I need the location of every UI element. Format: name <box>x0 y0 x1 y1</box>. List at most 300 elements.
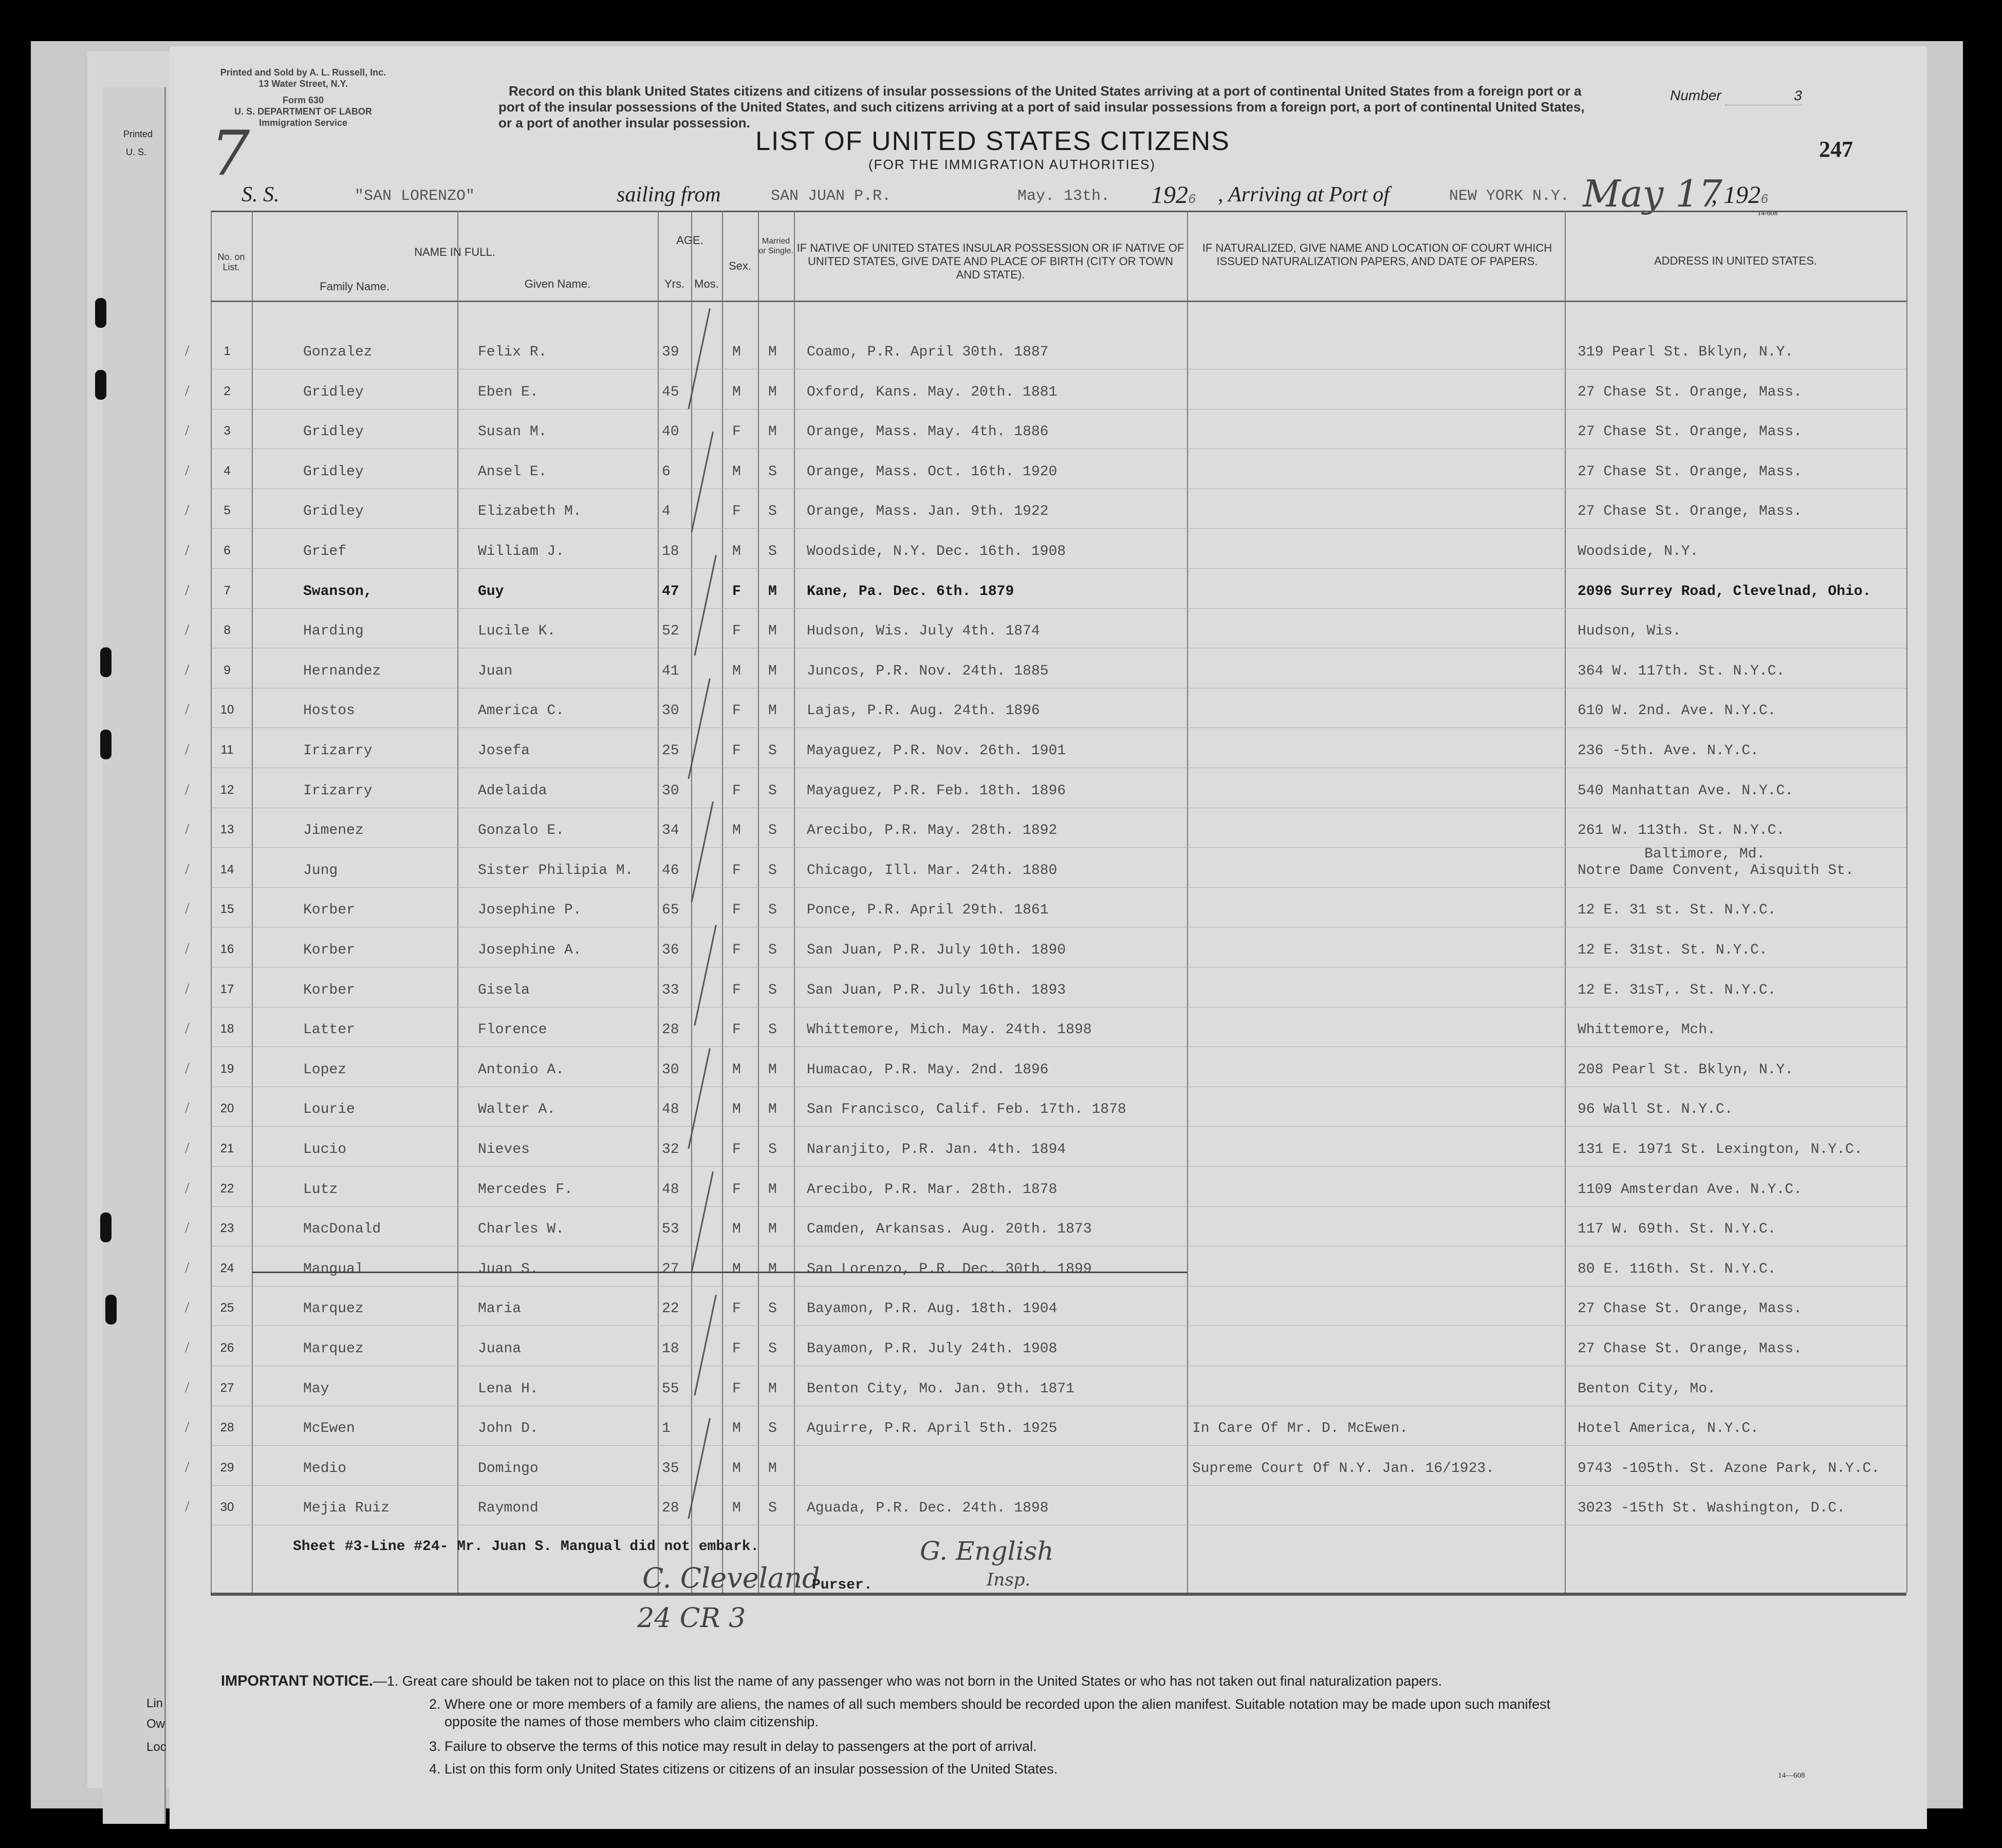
age-years: 4 <box>662 503 671 519</box>
naturalization: Supreme Court Of N.Y. Jan. 16/1923. <box>1192 1461 1495 1477</box>
notice-item-4: 4. List on this form only United States citizens or citizens of an insular possession of the United States. <box>429 1761 1058 1777</box>
age-years: 52 <box>662 623 679 639</box>
col-line <box>252 211 253 1593</box>
check-mark: / <box>185 861 190 878</box>
address: 261 W. 113th. St. N.Y.C. <box>1578 823 1785 838</box>
age-years: 1 <box>662 1421 671 1436</box>
address: 131 E. 1971 St. Lexington, N.Y.C. <box>1578 1142 1863 1158</box>
purser-label: Purser. <box>812 1577 873 1593</box>
sex: F <box>732 623 741 639</box>
family-name: Lourie <box>303 1102 355 1117</box>
printer-info: Printed and Sold by A. L. Russell, Inc. 13 Water Street, N.Y. Form 630 U. S. DEPARTMENT OF LABOR Immigration Service <box>220 67 386 128</box>
row-number: 8 <box>224 623 231 637</box>
row-number: 30 <box>220 1500 234 1514</box>
birth-place-date: Chicago, Ill. Mar. 24th. 1880 <box>807 863 1058 879</box>
address: Hotel America, N.Y.C. <box>1578 1421 1759 1436</box>
row-rule <box>211 608 1906 609</box>
footer-rule <box>211 1593 1906 1594</box>
margin-us: U. S. <box>126 147 147 157</box>
family-name: Mejia Ruiz <box>303 1500 390 1516</box>
page-title: LIST OF UNITED STATES CITIZENS <box>755 126 1230 156</box>
given-name: Maria <box>478 1301 522 1317</box>
check-mark: / <box>185 1219 190 1236</box>
form-code-bottom: 14—608 <box>1778 1771 1805 1780</box>
row-number: 9 <box>224 663 231 677</box>
given-name: Ansel E. <box>478 464 547 480</box>
family-name: Medio <box>303 1461 347 1477</box>
stamp-handwriting: 24 CR 3 <box>637 1603 746 1634</box>
family-name: Jimenez <box>303 823 364 838</box>
address: 12 E. 31st. St. N.Y.C. <box>1578 942 1768 958</box>
age-years: 25 <box>662 743 679 759</box>
page-number: 247 <box>1819 137 1853 162</box>
row-number: 20 <box>220 1102 234 1115</box>
col-line <box>1565 211 1566 1593</box>
sex: F <box>732 584 741 600</box>
check-mark: / <box>185 1339 190 1356</box>
family-name: Irizarry <box>303 743 373 759</box>
check-mark: / <box>185 1299 190 1316</box>
row-rule <box>211 1126 1906 1127</box>
col-line <box>457 211 458 1593</box>
birth-place-date: Hudson, Wis. July 4th. 1874 <box>807 623 1040 639</box>
age-years: 55 <box>662 1381 679 1397</box>
birth-place-date: Arecibo, P.R. May. 28th. 1892 <box>807 823 1058 838</box>
arriving-label: , Arriving at Port of <box>1218 183 1390 207</box>
marital-status: S <box>768 743 777 759</box>
check-mark: / <box>185 1060 190 1077</box>
sex: M <box>732 1461 741 1477</box>
family-name: Korber <box>303 902 355 918</box>
given-name: Josephine P. <box>478 902 582 918</box>
given-name: Felix R. <box>478 344 547 360</box>
age-years: 39 <box>662 344 679 360</box>
marital-status: S <box>768 823 777 838</box>
given-name: Gonzalo E. <box>478 823 565 838</box>
sex: F <box>732 1301 741 1317</box>
age-years: 28 <box>662 1500 679 1516</box>
marital-status: M <box>768 1182 777 1198</box>
check-mark: / <box>185 781 190 798</box>
birth-place-date: Lajas, P.R. Aug. 24th. 1896 <box>807 703 1040 719</box>
check-mark: / <box>185 501 190 518</box>
given-name: Susan M. <box>478 424 547 440</box>
marital-status: M <box>768 344 777 360</box>
given-name: Gisela <box>478 982 530 998</box>
check-mark: / <box>185 980 190 997</box>
binder-hole <box>95 370 106 400</box>
age-years: 41 <box>662 663 679 679</box>
sex: F <box>732 743 741 759</box>
check-mark: / <box>185 1180 190 1197</box>
sex: M <box>732 663 741 679</box>
col-header-given: Given Name. <box>524 277 591 290</box>
margin-loc: Loc <box>146 1740 166 1754</box>
given-name: Juan S. <box>478 1261 539 1277</box>
birth-place-date: Juncos, P.R. Nov. 24th. 1885 <box>807 663 1049 679</box>
sail-date: May. 13th. <box>1017 188 1110 205</box>
form-code-top: 14-608 <box>1757 210 1778 217</box>
row-number: 12 <box>220 783 234 797</box>
given-name: Josephine A. <box>478 942 582 958</box>
family-name: Jung <box>303 863 338 879</box>
address: 117 W. 69th. St. N.Y.C. <box>1578 1221 1776 1237</box>
sex: M <box>732 1500 741 1516</box>
sex: F <box>732 703 741 719</box>
address: Notre Dame Convent, Aisquith St. <box>1578 863 1854 879</box>
notice-item-2: 2. Where one or more members of a family are aliens, the names of all such members should be recorded upon the alien manifest. Suitable notation may be made upon such manifest opposite the names of those members who claim citizenship. <box>429 1696 1551 1729</box>
birth-place-date: Orange, Mass. Jan. 9th. 1922 <box>807 503 1049 519</box>
birth-place-date: Orange, Mass. May. 4th. 1886 <box>807 424 1049 440</box>
ship-name: "SAN LORENZO" <box>355 188 475 205</box>
marital-status: S <box>768 544 777 559</box>
family-name: Korber <box>303 982 355 998</box>
binder-hole <box>95 298 106 328</box>
check-mark: / <box>185 1498 190 1515</box>
address: Benton City, Mo. <box>1578 1381 1716 1397</box>
address: 9743 -105th. St. Azone Park, N.Y.C. <box>1578 1461 1880 1477</box>
row-number: 11 <box>220 743 234 757</box>
check-mark: / <box>185 940 190 957</box>
marital-status: S <box>768 863 777 879</box>
family-name: McEwen <box>303 1421 355 1436</box>
birth-place-date: Camden, Arkansas. Aug. 20th. 1873 <box>807 1221 1092 1237</box>
binder-hole <box>100 730 112 759</box>
marital-status: S <box>768 503 777 519</box>
arrival-port: NEW YORK N.Y. <box>1449 188 1570 205</box>
row-rule <box>211 887 1906 888</box>
address: Hudson, Wis. <box>1578 623 1681 639</box>
marital-status: M <box>768 623 777 639</box>
address: 2096 Surrey Road, Clevelnad, Ohio. <box>1578 584 1871 600</box>
sex: F <box>732 1022 741 1038</box>
binder-hole <box>100 647 112 677</box>
row-number: 24 <box>220 1261 234 1275</box>
row-rule <box>211 1166 1906 1167</box>
age-years: 45 <box>662 384 679 400</box>
address: Whittemore, Mch. <box>1578 1022 1716 1038</box>
row-number: 27 <box>220 1381 234 1395</box>
row-number: 1 <box>224 344 231 358</box>
given-name: William J. <box>478 544 565 559</box>
col-header-yrs: Yrs. <box>664 277 685 290</box>
age-years: 32 <box>662 1142 679 1158</box>
address: 319 Pearl St. Bklyn, N.Y. <box>1578 344 1794 360</box>
given-name: Charles W. <box>478 1221 565 1237</box>
check-mark: / <box>185 382 190 399</box>
sailing-from: SAN JUAN P.R. <box>771 188 892 205</box>
sex: M <box>732 1261 741 1277</box>
sex: M <box>732 1221 741 1237</box>
birth-place-date: Bayamon, P.R. Aug. 18th. 1904 <box>807 1301 1058 1317</box>
notice-item-1: IMPORTANT NOTICE.—1. Great care should be taken not to place on this list the name of any passenger who was not born in the United States or who has not taken out final naturalization papers. <box>221 1673 1442 1689</box>
address: 1109 Amsterdan Ave. N.Y.C. <box>1578 1182 1802 1198</box>
row-number: 17 <box>220 982 234 996</box>
marital-status: S <box>768 1421 777 1436</box>
address: 27 Chase St. Orange, Mass. <box>1578 1341 1802 1357</box>
marital-status: M <box>768 703 777 719</box>
age-years: 48 <box>662 1102 679 1117</box>
age-years: 27 <box>662 1261 679 1277</box>
address: 3023 -15th St. Washington, D.C. <box>1578 1500 1845 1516</box>
family-name: Gridley <box>303 503 364 519</box>
col-header-address: ADDRESS IN UNITED STATES. <box>1654 254 1817 267</box>
sex: F <box>732 942 741 958</box>
family-name: Gridley <box>303 464 364 480</box>
address-line-top: Baltimore, Md. <box>1644 846 1766 862</box>
marital-status: M <box>768 663 777 679</box>
age-years: 33 <box>662 982 679 998</box>
birth-place-date: Benton City, Mo. Jan. 9th. 1871 <box>807 1381 1074 1397</box>
sheet-edge-strip <box>103 87 166 1824</box>
age-years: 30 <box>662 1062 679 1078</box>
margin-ow: Ow <box>146 1717 165 1731</box>
page-subtitle: (FOR THE IMMIGRATION AUTHORITIES) <box>868 157 1156 172</box>
margin-printed: Printed <box>123 129 153 139</box>
marital-status: M <box>768 1381 777 1397</box>
col-header-name: NAME IN FULL. <box>414 246 495 258</box>
address: 27 Chase St. Orange, Mass. <box>1578 424 1802 440</box>
marital-status: M <box>768 1261 777 1277</box>
marital-status: S <box>768 1301 777 1317</box>
given-name: Raymond <box>478 1500 539 1516</box>
row-number: 23 <box>220 1221 234 1235</box>
check-mark: / <box>185 462 190 479</box>
check-mark: / <box>185 582 190 599</box>
birth-place-date: Naranjito, P.R. Jan. 4th. 1894 <box>807 1142 1066 1158</box>
given-name: Mercedes F. <box>478 1182 573 1198</box>
col-header-sex: Sex. <box>728 259 752 272</box>
inspector-signature: G. English <box>920 1536 1054 1566</box>
marital-status: S <box>768 982 777 998</box>
col-line <box>1187 211 1188 1593</box>
age-years: 36 <box>662 942 679 958</box>
age-years: 48 <box>662 1182 679 1198</box>
family-name: Lucio <box>303 1142 347 1158</box>
margin-handwriting: 7 <box>211 118 250 190</box>
col-line <box>758 211 759 1593</box>
row-number: 21 <box>220 1142 234 1155</box>
given-name: Juan <box>478 663 513 679</box>
age-years: 65 <box>662 902 679 918</box>
sex: F <box>732 1182 741 1198</box>
check-mark: / <box>185 542 190 558</box>
address: Woodside, N.Y. <box>1578 544 1699 559</box>
arrival-date-handwritten: May 17 <box>1583 172 1722 215</box>
row-number: 29 <box>220 1461 234 1474</box>
birth-place-date: Mayaguez, P.R. Feb. 18th. 1896 <box>807 783 1066 799</box>
given-name: Guy <box>478 584 504 600</box>
family-name: May <box>303 1381 329 1397</box>
marital-status: M <box>768 1062 777 1078</box>
family-name: Latter <box>303 1022 355 1038</box>
record-instructions: Record on this blank United States citizens and citizens of insular possessions of the United States arriving at a port of continental United States from a foreign port or a port of the insular possessions of the United States, and such citizens arriving at a port of said insular possessions from a foreign port, a port of continental United States, or a port of another insular possession. <box>498 83 1585 130</box>
naturalization: In Care Of Mr. D. McEwen. <box>1192 1421 1408 1436</box>
given-name: America C. <box>478 703 565 719</box>
family-name: Korber <box>303 942 355 958</box>
family-name: Swanson, <box>303 584 373 600</box>
birth-place-date: Humacao, P.R. May. 2nd. 1896 <box>807 1062 1049 1078</box>
check-mark: / <box>185 1459 190 1476</box>
age-years: 46 <box>662 863 679 879</box>
row-rule <box>211 1445 1906 1446</box>
sex: M <box>732 1062 741 1078</box>
birth-place-date: Whittemore, Mich. May. 24th. 1898 <box>807 1022 1092 1038</box>
row-rule <box>211 528 1906 529</box>
marital-status: S <box>768 783 777 799</box>
address: 80 E. 116th. St. N.Y.C. <box>1578 1261 1776 1277</box>
age-years: 6 <box>662 464 671 480</box>
col-header-married: Married or Single. <box>758 237 793 255</box>
given-name: Sister Philipia M. <box>478 863 634 879</box>
header-rule <box>211 301 1906 302</box>
address: 12 E. 31sT,. St. N.Y.C. <box>1578 982 1776 998</box>
row-number: 2 <box>224 384 231 398</box>
family-name: Gonzalez <box>303 344 373 360</box>
row-number: 13 <box>220 823 234 836</box>
birth-place-date: San Juan, P.R. July 10th. 1890 <box>807 942 1066 958</box>
family-name: Marquez <box>303 1341 364 1357</box>
sex: M <box>732 823 741 838</box>
age-years: 30 <box>662 783 679 799</box>
check-mark: / <box>185 900 190 917</box>
age-years: 30 <box>662 703 679 719</box>
birth-place-date: Aguirre, P.R. April 5th. 1925 <box>807 1421 1058 1436</box>
marital-status: M <box>768 1102 777 1117</box>
family-name: Gridley <box>303 424 364 440</box>
family-name: MacDonald <box>303 1221 381 1237</box>
marital-status: S <box>768 1022 777 1038</box>
number-field: Number 3 <box>1670 87 1803 105</box>
given-name: Antonio A. <box>478 1062 565 1078</box>
given-name: Florence <box>478 1022 547 1038</box>
strike-line <box>252 1272 1187 1273</box>
col-line <box>722 211 723 1593</box>
address: 540 Manhattan Ave. N.Y.C. <box>1578 783 1794 799</box>
given-name: Elizabeth M. <box>478 503 582 519</box>
birth-place-date: San Francisco, Calif. Feb. 17th. 1878 <box>807 1102 1126 1117</box>
row-number: 15 <box>220 902 234 916</box>
row-rule <box>211 1485 1906 1486</box>
age-years: 47 <box>662 584 679 600</box>
check-mark: / <box>185 741 190 758</box>
row-number: 4 <box>224 464 231 478</box>
row-number: 19 <box>220 1062 234 1076</box>
ss-label: S. S. <box>242 183 280 207</box>
check-mark: / <box>185 422 190 439</box>
family-name: Marquez <box>303 1301 364 1317</box>
birth-place-date: San Lorenzo, P.R. Dec. 30th. 1899 <box>807 1261 1092 1277</box>
sex: F <box>732 1381 741 1397</box>
age-years: 18 <box>662 544 679 559</box>
address: 27 Chase St. Orange, Mass. <box>1578 464 1802 480</box>
binder-hole <box>100 1212 112 1242</box>
sex: F <box>732 1341 741 1357</box>
marital-status: M <box>768 1221 777 1237</box>
address: 12 E. 31 st. St. N.Y.C. <box>1578 902 1776 918</box>
age-years: 18 <box>662 1341 679 1357</box>
col-line <box>1906 211 1907 1593</box>
check-mark: / <box>185 820 190 837</box>
sex: M <box>732 544 741 559</box>
check-mark: / <box>185 661 190 678</box>
birth-place-date: Kane, Pa. Dec. 6th. 1879 <box>807 584 1014 600</box>
sex: M <box>732 1421 741 1436</box>
row-number: 3 <box>224 424 231 438</box>
purser-signature: C. Cleveland <box>642 1562 820 1594</box>
given-name: Adelaida <box>478 783 547 799</box>
given-name: Eben E. <box>478 384 539 400</box>
row-number: 26 <box>220 1341 234 1355</box>
sail-year: 1926 <box>1151 181 1196 209</box>
col-header-mos: Mos. <box>694 277 719 290</box>
marital-status: M <box>768 424 777 440</box>
row-number: 7 <box>224 584 231 598</box>
family-name: Gridley <box>303 384 364 400</box>
birth-place-date: Ponce, P.R. April 29th. 1861 <box>807 902 1049 918</box>
sex: F <box>732 863 741 879</box>
check-mark: / <box>185 342 190 359</box>
family-name: Lopez <box>303 1062 347 1078</box>
birth-place-date: Woodside, N.Y. Dec. 16th. 1908 <box>807 544 1066 559</box>
row-number: 16 <box>220 942 234 956</box>
binder-hole <box>105 1295 117 1324</box>
marital-status: S <box>768 1341 777 1357</box>
check-mark: / <box>185 621 190 638</box>
sailing-label: sailing from <box>617 183 721 207</box>
birth-place-date: Arecibo, P.R. Mar. 28th. 1878 <box>807 1182 1058 1198</box>
given-name: Josefa <box>478 743 530 759</box>
birth-place-date: Bayamon, P.R. July 24th. 1908 <box>807 1341 1058 1357</box>
age-years: 53 <box>662 1221 679 1237</box>
sex: F <box>732 982 741 998</box>
check-mark: / <box>185 1379 190 1396</box>
check-mark: / <box>185 1140 190 1156</box>
family-name: Hostos <box>303 703 355 719</box>
row-number: 22 <box>220 1182 234 1196</box>
sex: M <box>732 344 741 360</box>
given-name: Lucile K. <box>478 623 556 639</box>
birth-place-date: Aguada, P.R. Dec. 24th. 1898 <box>807 1500 1049 1516</box>
check-mark: / <box>185 1418 190 1435</box>
sex: M <box>732 384 741 400</box>
address: 27 Chase St. Orange, Mass. <box>1578 503 1802 519</box>
marital-status: S <box>768 464 777 480</box>
row-rule <box>211 1206 1906 1207</box>
check-mark: / <box>185 1020 190 1037</box>
family-name: Lutz <box>303 1182 338 1198</box>
col-header-native: IF NATIVE OF UNITED STATES INSULAR POSSESSION OR IF NATIVE OF UNITED STATES, GIVE DATE AND PLACE OF BIRTH (CITY OR TOWN AND STATE). <box>796 241 1184 281</box>
row-number: 5 <box>224 503 231 517</box>
check-mark: / <box>185 701 190 718</box>
family-name: Irizarry <box>303 783 373 799</box>
marital-status: S <box>768 1142 777 1158</box>
row-number: 14 <box>220 863 234 876</box>
address: 96 Wall St. N.Y.C. <box>1578 1102 1733 1117</box>
marital-status: S <box>768 1500 777 1516</box>
family-name: Hernandez <box>303 663 381 679</box>
age-years: 34 <box>662 823 679 838</box>
col-header-no: No. on List. <box>217 252 245 272</box>
age-years: 40 <box>662 424 679 440</box>
address: 610 W. 2nd. Ave. N.Y.C. <box>1578 703 1776 719</box>
marital-status: M <box>768 584 777 600</box>
age-years: 22 <box>662 1301 679 1317</box>
family-name: Harding <box>303 623 364 639</box>
col-header-age: AGE. <box>676 234 703 247</box>
marital-status: S <box>768 902 777 918</box>
row-rule <box>211 568 1906 569</box>
